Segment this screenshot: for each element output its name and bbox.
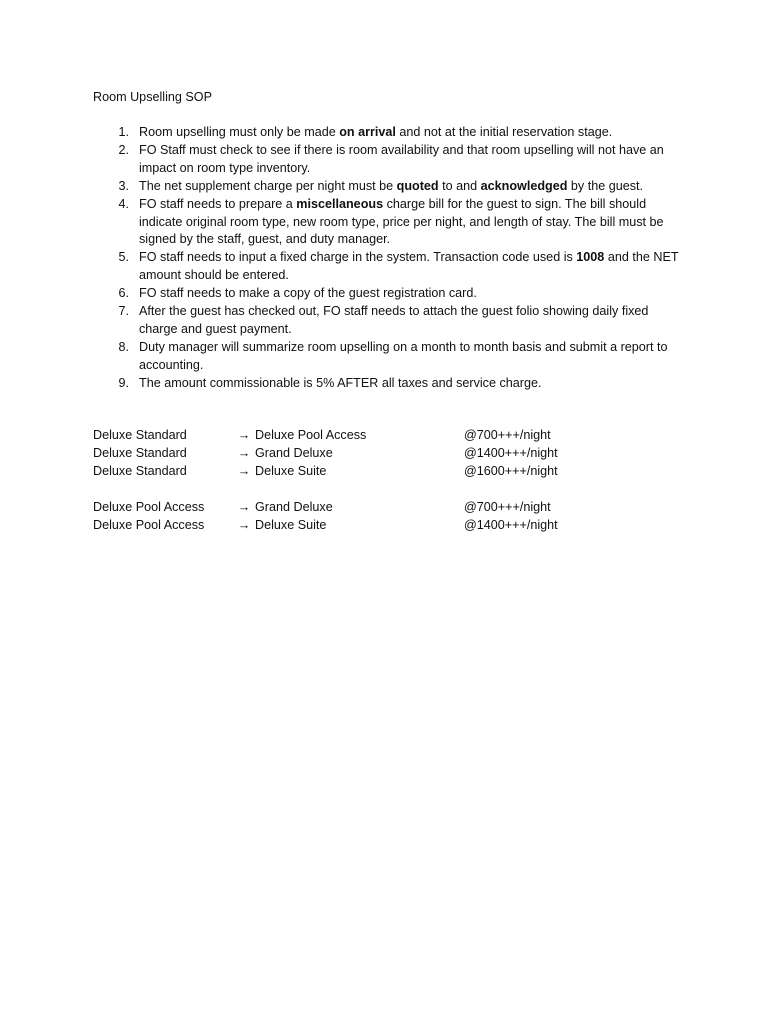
to-room-cell bbox=[237, 445, 333, 463]
step-text-segment: FO staff needs to input a fixed charge in the system. Transaction code used is bbox=[139, 250, 577, 265]
rate-row bbox=[93, 445, 653, 463]
step-text bbox=[139, 142, 683, 178]
to-room-type: Grand Deluxe bbox=[255, 499, 333, 514]
step-text-segment: and not at the initial reservation stage. bbox=[395, 125, 613, 139]
right-arrow-icon: → bbox=[237, 499, 251, 514]
to-room-type: Deluxe Suite bbox=[255, 463, 327, 478]
step-number: 5. bbox=[118, 250, 129, 265]
right-arrow-icon: → bbox=[237, 517, 251, 532]
sop-step bbox=[93, 196, 683, 250]
sop-step bbox=[93, 124, 683, 142]
sop-step bbox=[93, 375, 683, 393]
step-text-emphasis: on arrival bbox=[339, 125, 396, 139]
step-text-segment: The net supplement charge per night must be bbox=[139, 178, 397, 193]
rate-group bbox=[93, 499, 653, 535]
upsell-price: @1400+++/night bbox=[464, 517, 558, 532]
step-text bbox=[139, 249, 683, 285]
rate-row bbox=[93, 517, 653, 535]
from-room-type: Deluxe Standard bbox=[93, 463, 187, 478]
step-text-segment: by the guest. bbox=[567, 178, 644, 193]
rate-row bbox=[93, 427, 653, 445]
step-number: 1. bbox=[118, 125, 129, 139]
from-room-type: Deluxe Pool Access bbox=[93, 517, 205, 532]
upsell-price: @700+++/night bbox=[464, 499, 551, 514]
step-number: 4. bbox=[118, 196, 129, 211]
rate-row bbox=[93, 463, 653, 481]
sop-step bbox=[93, 142, 683, 178]
step-text bbox=[139, 303, 683, 339]
sop-steps-list bbox=[93, 124, 683, 393]
step-text bbox=[139, 339, 683, 375]
rate-row bbox=[93, 499, 653, 517]
step-text-segment: FO staff needs to prepare a bbox=[139, 196, 297, 211]
from-room-type: Deluxe Pool Access bbox=[93, 499, 205, 514]
sop-step bbox=[93, 285, 683, 303]
step-text-segment: to and bbox=[438, 178, 481, 193]
step-text-segment: and the NET amount should be entered. bbox=[139, 250, 679, 283]
upsell-rate-table bbox=[93, 427, 653, 552]
step-number: 2. bbox=[118, 142, 129, 157]
step-text-segment: The amount commissionable is 5% AFTER all taxes and service charge. bbox=[139, 375, 542, 390]
step-text bbox=[139, 375, 683, 393]
sop-step bbox=[93, 178, 683, 196]
sop-step bbox=[93, 303, 683, 339]
upsell-price: @700+++/night bbox=[464, 428, 551, 442]
step-text-segment: charge bill for the guest to sign. The bill should indicate original room type, new room type, price per night, and length of stay. The bill must be signed by the staff, guest, and duty manager. bbox=[139, 196, 664, 247]
step-text bbox=[139, 124, 683, 142]
from-room-type: Deluxe Standard bbox=[93, 445, 187, 460]
to-room-cell bbox=[237, 427, 366, 445]
step-text-segment: Duty manager will summarize room upselling on a month to month basis and submit a report to accounting. bbox=[139, 339, 668, 372]
step-text-segment: After the guest has checked out, FO staff needs to attach the guest folio showing daily fixed charge and guest payment. bbox=[139, 304, 649, 336]
step-text-segment: Room upselling must only be made bbox=[139, 125, 340, 139]
step-text-segment: FO staff needs to make a copy of the guest registration card. bbox=[139, 286, 477, 301]
upsell-price: @1400+++/night bbox=[464, 445, 558, 460]
step-text-emphasis: quoted bbox=[396, 178, 439, 193]
to-room-type: Grand Deluxe bbox=[255, 445, 333, 460]
step-number: 7. bbox=[118, 304, 129, 319]
step-number: 9. bbox=[118, 375, 129, 390]
step-text-emphasis: miscellaneous bbox=[296, 196, 384, 211]
from-room-type: Deluxe Standard bbox=[93, 428, 187, 442]
step-number: 3. bbox=[118, 178, 129, 193]
to-room-cell bbox=[237, 517, 326, 535]
rate-group bbox=[93, 427, 653, 481]
step-text-emphasis: acknowledged bbox=[480, 178, 568, 193]
step-text-segment: FO Staff must check to see if there is room availability and that room upselling will not have an impact on room type inventory. bbox=[139, 142, 664, 175]
to-room-cell bbox=[237, 463, 326, 481]
sop-step bbox=[93, 249, 683, 285]
right-arrow-icon: → bbox=[237, 445, 251, 460]
step-number: 6. bbox=[118, 286, 129, 301]
to-room-type: Deluxe Suite bbox=[255, 517, 327, 532]
upsell-price: @1600+++/night bbox=[464, 463, 558, 478]
step-text bbox=[139, 196, 683, 250]
to-room-cell bbox=[237, 499, 333, 517]
to-room-type: Deluxe Pool Access bbox=[255, 428, 367, 442]
right-arrow-icon: → bbox=[237, 463, 251, 478]
document-title: Room Upselling SOP bbox=[93, 90, 212, 104]
right-arrow-icon: → bbox=[237, 428, 251, 442]
step-text bbox=[139, 178, 683, 196]
step-text-emphasis: 1008 bbox=[576, 250, 605, 265]
step-number: 8. bbox=[118, 339, 129, 354]
step-text bbox=[139, 285, 683, 303]
sop-step bbox=[93, 339, 683, 375]
